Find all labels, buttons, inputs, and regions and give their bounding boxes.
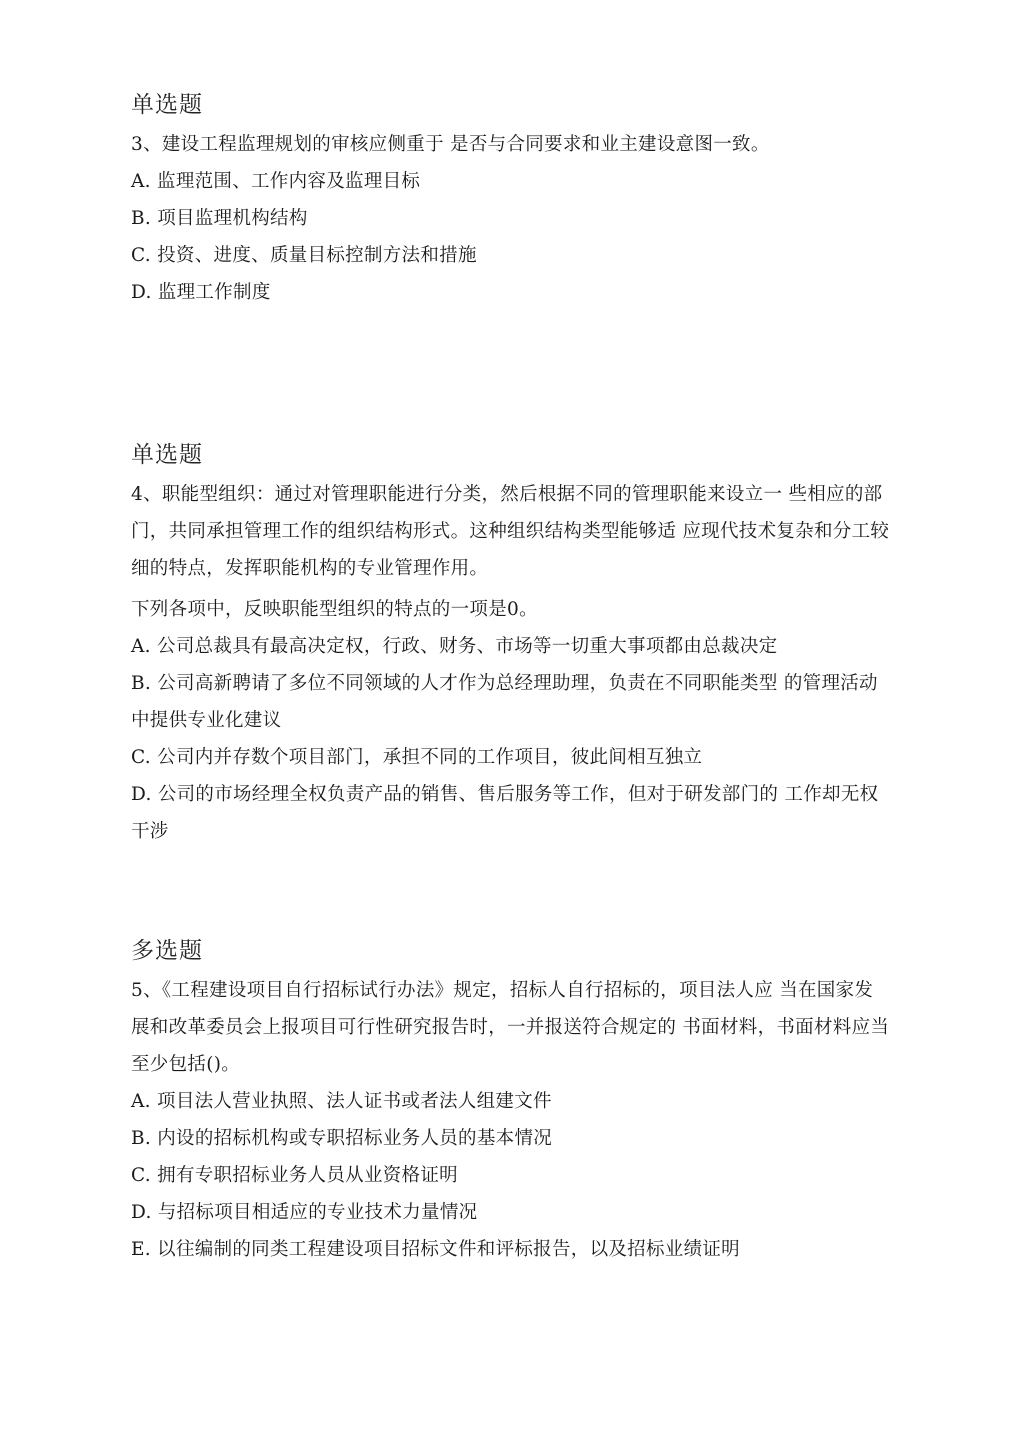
option-list <box>131 163 891 311</box>
option-a: A. 公司总裁具有最高决定权，行政、财务、市场等一切重大事项都由总裁决定 <box>131 636 778 657</box>
question-stem: 5、《工程建设项目自行招标试行办法》规定，招标人自行招标的，项目法人应 当在国家发展和改革委员会上报项目可行性研究报告时，一并报送符合规定的 书面材料，书面材料应当至少包括()。 <box>131 980 890 1075</box>
option-d: D. 公司的市场经理全权负责产品的销售、售后服务等工作，但对于研发部门的 工作却无权干涉 <box>131 784 879 842</box>
question-stem: 3、建设工程监理规划的审核应侧重于 是否与合同要求和业主建设意图一致。 <box>131 134 770 155</box>
question-type-label: 单选题 <box>131 442 203 468</box>
option-a: A. 项目法人营业执照、法人证书或者法人组建文件 <box>131 1091 552 1112</box>
option-d: D. 监理工作制度 <box>131 282 271 303</box>
question-4 <box>131 440 891 850</box>
question-prompt: 下列各项中，反映职能型组织的特点的一项是0。 <box>131 599 538 620</box>
question-3 <box>131 90 891 311</box>
question-type-label: 单选题 <box>131 92 203 118</box>
option-list <box>131 628 891 850</box>
option-list <box>131 1083 891 1268</box>
option-c: C. 投资、进度、质量目标控制方法和措施 <box>131 245 477 266</box>
question-type-label: 多选题 <box>131 938 203 964</box>
option-c: C. 拥有专职招标业务人员从业资格证明 <box>131 1165 458 1186</box>
option-b: B. 内设的招标机构或专职招标业务人员的基本情况 <box>131 1128 553 1149</box>
option-a: A. 监理范围、工作内容及监理目标 <box>131 171 421 192</box>
option-c: C. 公司内并存数个项目部门，承担不同的工作项目，彼此间相互独立 <box>131 747 703 768</box>
option-d: D. 与招标项目相适应的专业技术力量情况 <box>131 1202 478 1223</box>
option-b: B. 项目监理机构结构 <box>131 208 308 229</box>
question-stem: 4、职能型组织：通过对管理职能进行分类，然后根据不同的管理职能来设立一 些相应的部门，共同承担管理工作的组织结构形式。这种组织结构类型能够适 应现代技术复杂和分工较细的特点，发挥职能机构的专业管理作用。 <box>131 484 890 579</box>
option-e: E. 以往编制的同类工程建设项目招标文件和评标报告，以及招标业绩证明 <box>131 1239 740 1260</box>
option-b: B. 公司高新聘请了多位不同领域的人才作为总经理助理，负责在不同职能类型 的管理活动中提供专业化建议 <box>131 673 878 731</box>
question-5 <box>131 936 891 1268</box>
